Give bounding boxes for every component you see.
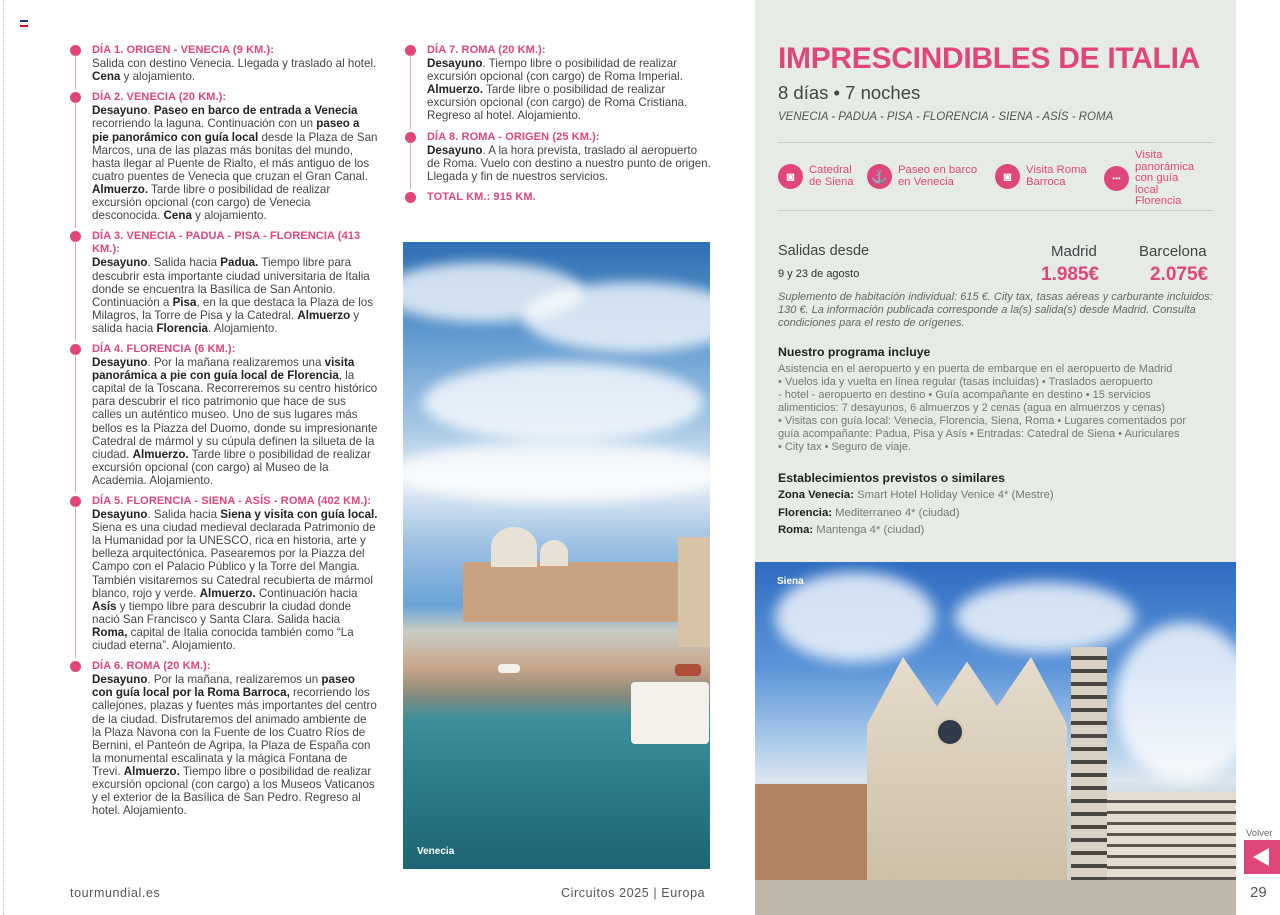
page-edge xyxy=(0,0,4,915)
day-description: Desayuno. Salida hacia Siena y visita con guía local. Siena es una ciudad medieval declarada Patrimonio de la Humanidad por la UNESCO, rica en historia, arte y belleza arquitectónica. Pasearemos por la Piazza del Campo con el Palacio Público y la Torre del Mangia. También visitaremos su Catedral recubierta de mármol blanco, rojo y verde. Almuerzo. Continuación hacia Asís y tiempo libre para descubrir la ciudad donde nació San Francisco y Santa Clara. Salida hacia Roma, capital de Italia conocida también como “La ciudad eterna”. Alojamiento. xyxy=(92,508,378,653)
building xyxy=(678,537,710,647)
speech-bubble-icon: ••• xyxy=(1104,166,1129,191)
trip-title: IMPRESCINDIBLES DE ITALIA xyxy=(778,42,1200,75)
itinerary-day xyxy=(68,495,378,652)
anchor-icon: ⚓ xyxy=(867,164,892,189)
day-description: Salida con destino Venecia. Llegada y traslado al hotel. Cena y alojamiento. xyxy=(92,57,377,84)
itinerary-day xyxy=(68,44,378,83)
feature-roma-barroca xyxy=(995,164,1087,189)
divider xyxy=(778,210,1213,211)
cloud xyxy=(403,442,710,502)
venecia-photo xyxy=(403,242,710,869)
timeline-line xyxy=(410,55,411,129)
cloud xyxy=(1115,622,1236,782)
itinerary-day xyxy=(68,230,378,335)
day-title: DÍA 3. VENECIA - PADUA - PISA - FLORENCIA (413 KM.): xyxy=(92,230,361,256)
siena-caption: Siena xyxy=(777,576,804,587)
itinerary-day xyxy=(68,660,378,817)
language-flag-icon[interactable] xyxy=(20,20,28,27)
day-description: Desayuno. Paseo en barco de entrada a Venecia recorriendo la laguna. Continuación con un paseo a pie panorámico con guía local desde la Plaza de San Marcos, una de las plazas más bonitas del mundo, hasta llegar al Puente de Rialto, el más antiguo de los cuatro puentes de Venecia que cruzan el Gran Canal. Almuerzo. Tarde libre o posibilidad de realizar excursión opcional (con cargo) de Venecia desconocida. Cena y alojamiento. xyxy=(92,104,378,223)
feature-label: Visita Roma Barroca xyxy=(1026,164,1087,188)
itinerary-day xyxy=(403,131,711,183)
flag-stripe xyxy=(20,25,28,27)
trip-route: VENECIA - PADUA - PISA - FLORENCIA - SIENA - ASÍS - ROMA xyxy=(778,111,1114,123)
day-description: Desayuno. A la hora prevista, traslado al aeropuerto de Roma. Vuelo con destino a nuestro punto de origen. Llegada y fin de nuestros servicios. xyxy=(427,143,711,183)
basilica-dome xyxy=(540,540,568,566)
feature-label: Catedral de Siena xyxy=(809,164,854,188)
footer-catalog: Circuitos 2025 | Europa xyxy=(561,886,706,900)
volver-label: Volver xyxy=(1246,828,1273,839)
city-barcelona: Barcelona xyxy=(1139,243,1207,260)
camera-icon: ◙ xyxy=(995,164,1020,189)
back-button[interactable] xyxy=(1244,840,1280,874)
hotel-zone: Roma: xyxy=(778,524,814,536)
hotels-heading: Establecimientos previstos o similares xyxy=(778,471,1005,485)
itinerary-day xyxy=(403,44,711,123)
day-title: DÍA 4. FLORENCIA (6 KM.): xyxy=(92,342,236,355)
siena-photo xyxy=(755,562,1236,915)
cathedral-facade xyxy=(867,657,1067,882)
boat xyxy=(675,664,701,676)
salidas-label: Salidas desde xyxy=(778,243,870,259)
feature-paseo-barco xyxy=(867,164,977,189)
city-madrid: Madrid xyxy=(1051,243,1097,260)
feature-label: Visita panorámica con guía local Florencia xyxy=(1135,149,1195,207)
vaporetto-boat xyxy=(631,682,709,744)
building xyxy=(1095,792,1236,892)
timeline-line xyxy=(75,241,76,341)
bell-tower xyxy=(1071,647,1107,887)
cloud xyxy=(955,582,1135,652)
hotel-florencia xyxy=(778,507,959,519)
day-title: DÍA 1. ORIGEN - VENECIA (9 KM.): xyxy=(92,44,275,56)
hotel-roma xyxy=(778,524,924,536)
day-title: TOTAL KM.: 915 KM. xyxy=(427,190,536,203)
price-note: Suplemento de habitación individual: 615 €. City tax, tasas aéreas y carburante incluidos: 130 €. La información publicada corresponde a la(s) salida(s) desde Madrid. Consulta condiciones para el resto de orígenes. xyxy=(778,291,1213,329)
hotel-zone: Zona Venecia: xyxy=(778,489,854,501)
itinerary-column-left xyxy=(68,44,378,825)
trip-duration: 8 días • 7 noches xyxy=(778,82,921,103)
divider xyxy=(778,142,1213,143)
day-description: Desayuno. Salida hacia Padua. Tiempo libre para descubrir esta importante ciudad universitaria de Italia donde se encuentra la Basílica de San Antonio. Continuación a Pisa, en la que destaca la Plaza de los Milagros, la Torre de Pisa y la Catedral. Almuerzo y salida hacia Florencia. Alojamiento. xyxy=(92,256,374,335)
back-arrow-icon xyxy=(1253,848,1269,866)
program-heading: Nuestro programa incluye xyxy=(778,345,931,359)
hotel-zone: Florencia: xyxy=(778,507,832,519)
day-title: DÍA 6. ROMA (20 KM.): xyxy=(92,660,211,673)
program-text: Asistencia en el aeropuerto y en puerta de embarque en el aeropuerto de Madrid • Vuelos ida y vuelta en línea regular (tasas incluidas) • Traslados aeropuerto - hotel - aeropuerto en destino • Guía acompañante en destino • 15 servicios alimenticios: 7 desayunos, 6 almuerzos y 2 cenas (agua en almuerzos y cenas) • Visitas con guía local: Venecia, Florencia, Siena, Roma • Lugares comentados por guía acompañante: Padua, Pisa y Asís • Entradas: Catedral de Siena • Auriculares • City tax • Seguro de viaje. xyxy=(778,363,1187,453)
venecia-caption: Venecia xyxy=(417,846,455,857)
feature-catedral-siena xyxy=(778,164,854,189)
feature-visita-florencia xyxy=(1104,150,1194,208)
timeline-line xyxy=(75,354,76,493)
cloud xyxy=(523,282,710,352)
page-number: 29 xyxy=(1250,884,1267,901)
itinerary-day xyxy=(68,91,378,222)
rose-window xyxy=(935,717,965,747)
boat xyxy=(498,664,520,673)
itinerary-day xyxy=(403,191,711,204)
hotel-name: Mediterraneo 4* (ciudad) xyxy=(835,507,960,519)
camera-icon: ◙ xyxy=(778,164,803,189)
day-description: Desayuno. Por la mañana realizaremos una visita panorámica a pie con guía local de Florencia, la capital de la Toscana. Recorreremos su centro histórico para descubrir el rico patrimonio que hace de sus calles un auténtico museo. Uno de sus lugares más bellos es la Piazza del Duomo, donde su impresionante Catedral de mármol y su cúpula definen la silueta de la ciudad. Almuerzo. Tarde libre o posibilidad de realizar excursión opcional (con cargo) al Museo de la Academia. Alojamiento. xyxy=(92,356,378,487)
timeline-line xyxy=(410,142,411,189)
hotel-name: Mantenga 4* (ciudad) xyxy=(816,524,925,536)
day-description: Desayuno. Tiempo libre o posibilidad de realizar excursión opcional (con cargo) de Roma Imperial. Almuerzo. Tarde libre o posibilidad de realizar excursión opcional (con cargo) de Roma Cristiana. Regreso al hotel. Alojamiento. xyxy=(427,57,688,123)
footer-site[interactable]: tourmundial.es xyxy=(70,886,161,900)
day-title: DÍA 7. ROMA (20 KM.): xyxy=(427,44,546,56)
building xyxy=(755,784,867,894)
day-description: Desayuno. Por la mañana, realizaremos un paseo con guía local por la Roma Barroca, recorriendo los callejones, plazas y fuentes más importantes del centro de la ciudad. Disfrutaremos del animado ambiente de la Plaza Navona con la Fuente de los Cuatro Ríos de Bernini, el Panteón de Agripa, la Plaza de España con la monumental escalinata y la mágica Fontana de Trevi. Almuerzo. Tiempo libre o posibilidad de realizar excursión opcional (con cargo) a los Museos Vaticanos y el exterior de la Basílica de San Pedro. Regreso al hotel. Alojamiento. xyxy=(92,673,377,818)
price-barcelona: 2.075€ xyxy=(1150,264,1209,285)
departure-dates: 9 y 23 de agosto xyxy=(778,268,860,280)
cloud xyxy=(423,362,703,442)
day-title: DÍA 8. ROMA - ORIGEN (25 KM.): xyxy=(427,130,600,143)
timeline-dot xyxy=(70,661,81,672)
timeline-line xyxy=(75,102,76,228)
basilica-dome xyxy=(491,527,537,567)
cathedral-steps xyxy=(755,880,1236,915)
building xyxy=(463,562,710,622)
feature-label: Paseo en barco en Venecia xyxy=(898,164,978,188)
hotel-name: Smart Hotel Holiday Venice 4* (Mestre) xyxy=(857,489,1054,501)
hotel-venecia xyxy=(778,489,1054,501)
day-title: DÍA 5. FLORENCIA - SIENA - ASÍS - ROMA (402 KM.): xyxy=(92,495,372,507)
itinerary-day xyxy=(68,343,378,487)
itinerary-column-right xyxy=(403,44,711,212)
timeline-line xyxy=(75,55,76,89)
timeline-line xyxy=(75,506,76,658)
day-title: DÍA 2. VENECIA (20 KM.): xyxy=(92,91,227,104)
timeline-dot xyxy=(405,192,416,203)
price-madrid: 1.985€ xyxy=(1041,264,1100,285)
